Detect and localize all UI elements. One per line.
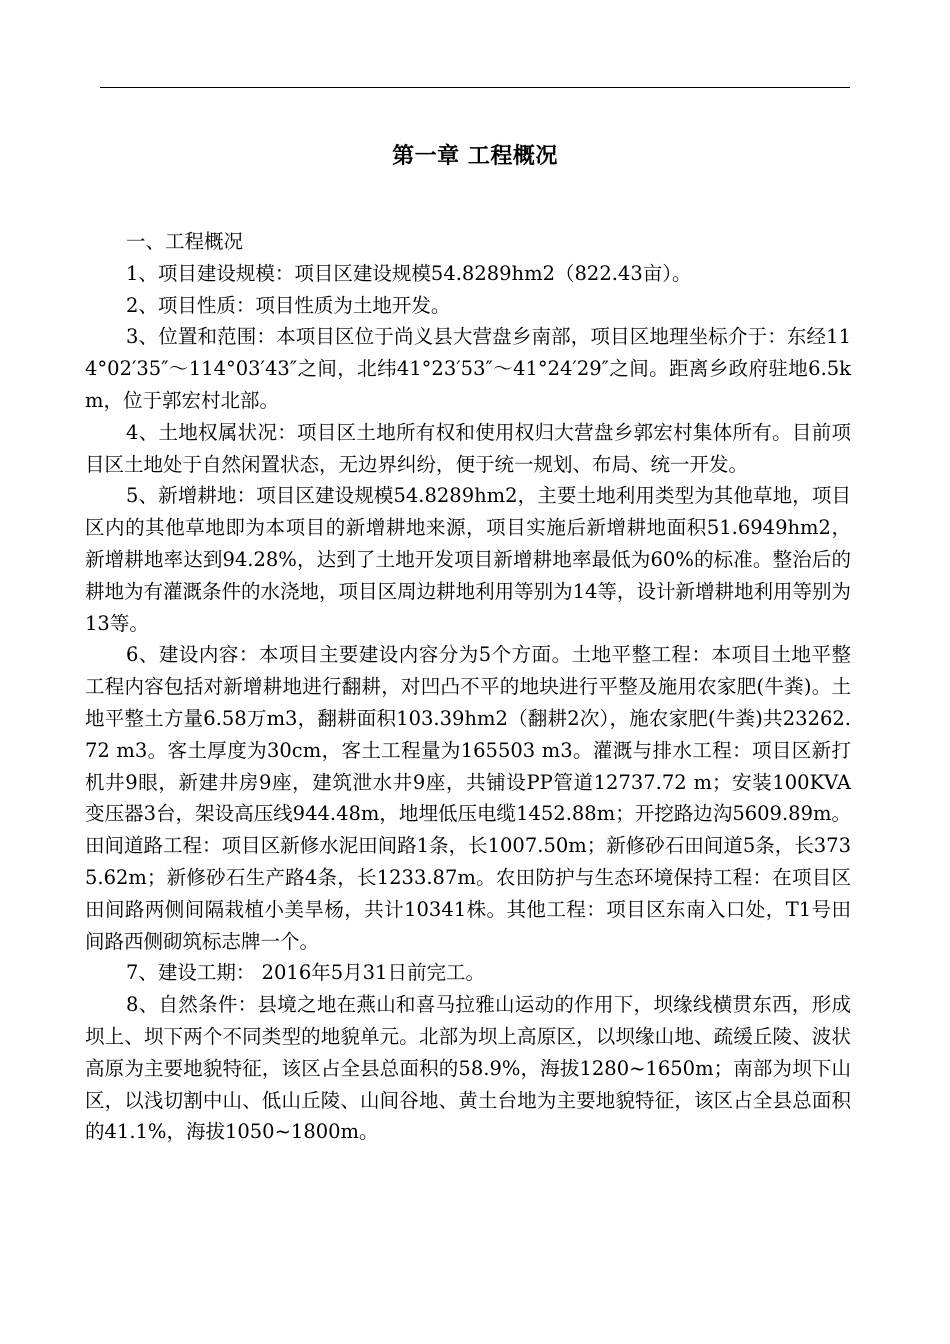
paragraph-construction-content: 6、建设内容：本项目主要建设内容分为5个方面。土地平整工程：本项目土地平整工程内容包括对新增耕地进行翻耕，对凹凸不平的地块进行平整及施用农家肥(牛粪)。土地平整土方量6.58万m3，翻耕面积103.39hm2（翻耕2次），施农家肥(牛粪)共23262.72 m3。客土厚度为30cm，客土工程量为165503 m3。灌溉与排水工程：项目区新打机井9眼，新建井房9座，建筑泄水井9座，共铺设PP管道12737.72 m；安装100KVA变压器3台，架设高压线944.48m，地埋低压电缆1452.88m；开挖路边沟5609.89m。田间道路工程：项目区新修水泥田间路1条，长1007.50m；新修砂石田间道5条，长3735.62m；新修砂石生产路4条，长1233.87m。农田防护与生态环境保持工程：在项目区田间路两侧间隔栽植小美旱杨，共计10341株。其他工程：项目区东南入口处，T1号田间路西侧砌筑标志牌一个。	[85, 643, 851, 953]
paragraph-schedule: 7、建设工期： 2016年5月31日前完工。	[126, 961, 485, 985]
paragraph-ownership: 4、土地权属状况：项目区土地所有权和使用权归大营盘乡郭宏村集体所有。目前项目区土地处于自然闲置状态，无边界纠纷，便于统一规划、布局、统一开发。	[85, 420, 851, 476]
section-heading: 一、工程概况	[126, 230, 244, 253]
body-text	[85, 226, 851, 1148]
paragraph-nature: 2、项目性质：项目性质为土地开发。	[126, 293, 451, 317]
paragraph-scale: 1、项目建设规模：项目区建设规模54.8289hm2（822.43亩）。	[126, 261, 692, 285]
paragraph-new-farmland: 5、新增耕地：项目区建设规模54.8289hm2，主要土地利用类型为其他草地，项目区内的其他草地即为本项目的新增耕地来源，项目实施后新增耕地面积51.6949hm2，新增耕地率达到94.28%，达到了土地开发项目新增耕地率最低为60%的标准。整治后的耕地为有灌溉条件的水浇地，项目区周边耕地利用等别为14等，设计新增耕地利用等别为13等。	[85, 484, 851, 635]
paragraph-location: 3、位置和范围：本项目区位于尚义县大营盘乡南部，项目区地理坐标介于：东经114°02′35″～114°03′43″之间，北纬41°23′53″～41°24′29″之间。距离乡政府驻地6.5km，位于郭宏村北部。	[85, 325, 851, 412]
paragraph-natural-conditions: 8、自然条件：县境之地在燕山和喜马拉雅山运动的作用下，坝缘线横贯东西，形成坝上、坝下两个不同类型的地貌单元。北部为坝上高原区，以坝缘山地、疏缓丘陵、波状高原为主要地貌特征，该区占全县总面积的58.9%，海拔1280~1650m；南部为坝下山区，以浅切割中山、低山丘陵、山间谷地、黄土台地为主要地貌特征，该区占全县总面积的41.1%，海拔1050~1800m。	[85, 993, 851, 1144]
chapter-title: 第一章 工程概况	[392, 144, 558, 169]
header-rule	[100, 87, 850, 88]
